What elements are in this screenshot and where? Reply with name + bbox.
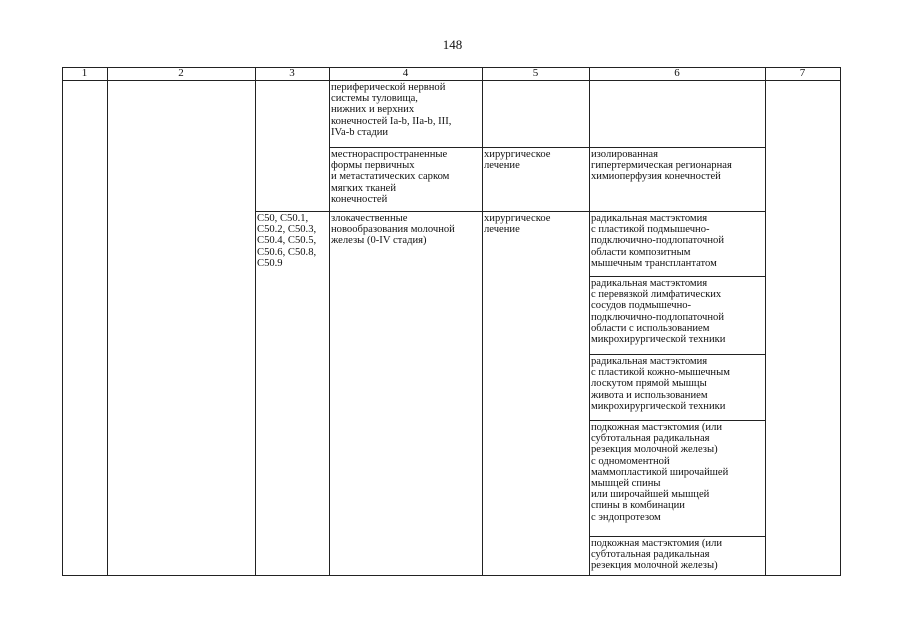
table-bottom-border bbox=[62, 575, 841, 576]
column-header-6: 6 bbox=[674, 67, 680, 79]
column-header-7: 7 bbox=[799, 67, 806, 79]
column-border bbox=[107, 67, 108, 576]
column-border bbox=[62, 67, 63, 576]
row1-col4-diagnosis: периферической нервной системы туловища, нижних и верхних конечностей Ia-b, IIa-b, III, IVa-b стадии bbox=[331, 82, 452, 138]
column-header-1: 1 bbox=[81, 67, 88, 79]
row2-col4-diagnosis: местнораспространенные формы первичных и метастатических сарком мягких тканей конечностей bbox=[331, 149, 450, 205]
row-divider bbox=[329, 147, 765, 148]
row3-col4-diagnosis: злокачественные новообразования молочной железы (0-IV стадия) bbox=[331, 213, 455, 247]
column-header-4: 4 bbox=[402, 67, 409, 79]
row2-col6-method: изолированная гипертермическая регионарная химиоперфузия конечностей bbox=[591, 149, 732, 183]
row3-col6-method-4: подкожная мастэктомия (или субтотальная радикальная резекция молочной железы) с одномоментной маммопластикой широчайшей мышцей спины или широчайшей мышцей спины в комбинации с эндопротезом bbox=[591, 422, 729, 523]
col6-item-divider bbox=[589, 420, 765, 421]
row3-col6-method-1: радикальная мастэктомия с пластикой подмышечно- подключично-подлопаточной области композитным мышечным трансплантатом bbox=[591, 213, 725, 269]
col6-item-divider bbox=[589, 536, 765, 537]
row3-col5-treatment-type: хирургическое лечение bbox=[484, 213, 551, 236]
col6-item-divider bbox=[589, 354, 765, 355]
column-header-5: 5 bbox=[532, 67, 539, 79]
row3-col6-method-2: радикальная мастэктомия с перевязкой лимфатических сосудов подмышечно- подключично-подлопаточной области с использованием микрохирургической техники bbox=[591, 278, 726, 346]
column-border bbox=[255, 67, 256, 576]
column-border bbox=[482, 67, 483, 576]
column-border bbox=[589, 67, 590, 576]
page-number: 148 bbox=[442, 37, 463, 52]
column-border bbox=[840, 67, 841, 576]
row-divider bbox=[255, 211, 765, 212]
row3-col6-method-3: радикальная мастэктомия с пластикой кожно-мышечным лоскутом прямой мышцы живота и использованием микрохирургической техники bbox=[591, 356, 730, 412]
column-border bbox=[765, 67, 766, 576]
column-header-2: 2 bbox=[178, 67, 184, 79]
header-bottom-border bbox=[62, 80, 841, 81]
row3-col6-method-5: подкожная мастэктомия (или субтотальная радикальная резекция молочной железы) bbox=[591, 538, 723, 572]
row3-col3-icd-codes: C50, C50.1, C50.2, C50.3, C50.4, C50.5, C50.6, C50.8, C50.9 bbox=[257, 213, 317, 269]
column-border bbox=[329, 67, 330, 576]
col6-item-divider bbox=[589, 276, 765, 277]
column-header-3: 3 bbox=[289, 67, 295, 79]
row2-col5-treatment-type: хирургическое лечение bbox=[484, 149, 551, 172]
